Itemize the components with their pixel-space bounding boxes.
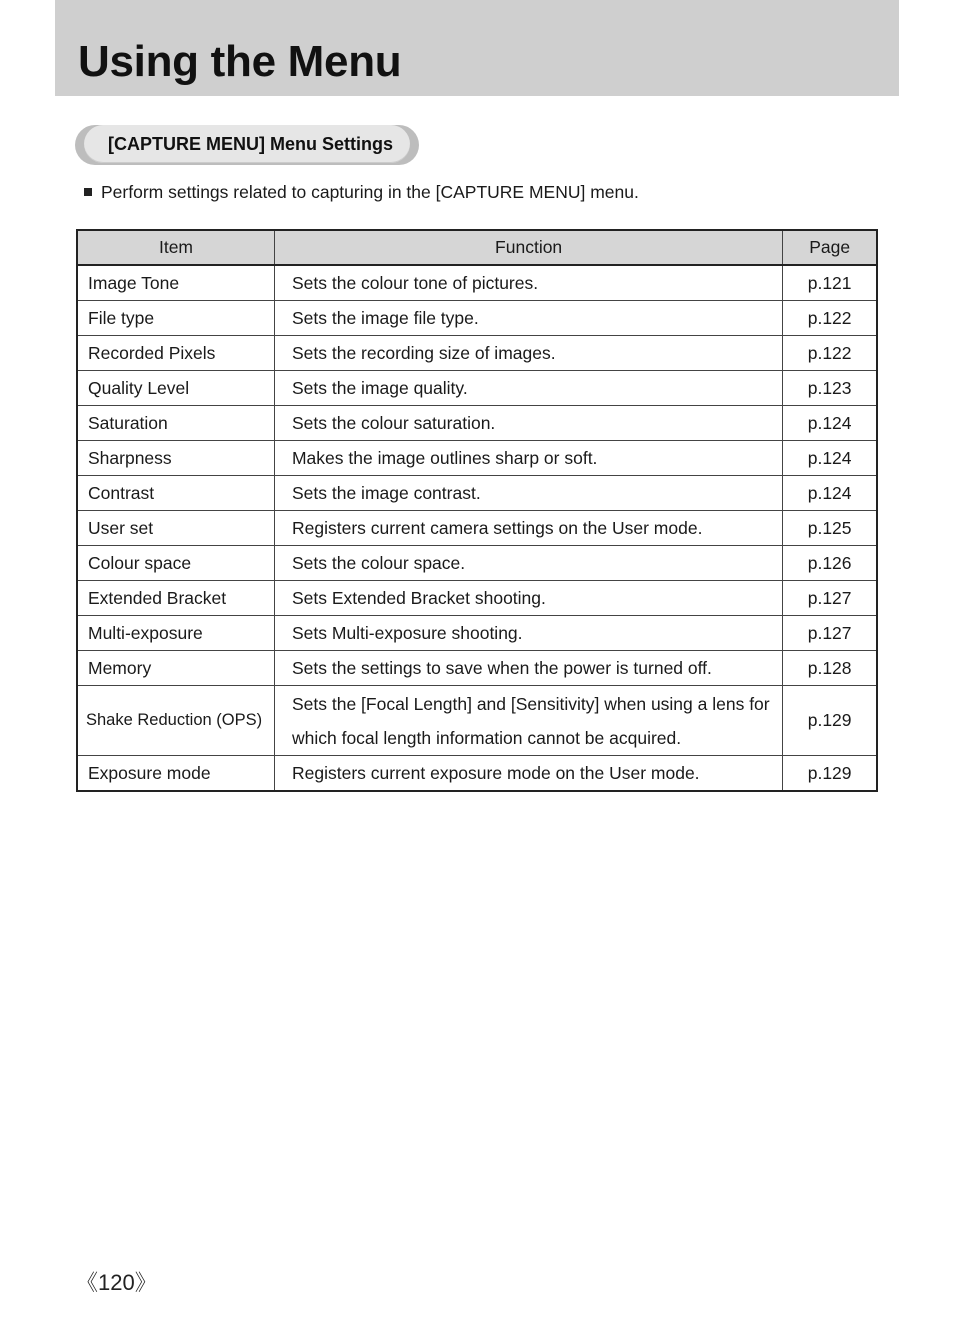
page-cell: p.129 xyxy=(783,686,877,756)
page-cell: p.122 xyxy=(783,336,877,371)
table-row xyxy=(77,406,877,441)
item-cell: File type xyxy=(77,301,274,336)
item-cell: Shake Reduction (OPS) xyxy=(77,686,274,756)
page-cell: p.127 xyxy=(783,616,877,651)
item-cell: Memory xyxy=(77,651,274,686)
function-cell: Registers current camera settings on the User mode. xyxy=(274,511,782,546)
square-bullet-icon xyxy=(84,188,92,196)
table-row xyxy=(77,265,877,301)
table-row xyxy=(77,336,877,371)
page-cell: p.121 xyxy=(783,265,877,301)
table-row xyxy=(77,371,877,406)
function-cell: Sets the image contrast. xyxy=(274,476,782,511)
page-cell: p.128 xyxy=(783,651,877,686)
page-cell: p.124 xyxy=(783,476,877,511)
function-cell: Registers current exposure mode on the User mode. xyxy=(274,756,782,792)
page-cell: p.122 xyxy=(783,301,877,336)
item-cell: Contrast xyxy=(77,476,274,511)
item-cell: Sharpness xyxy=(77,441,274,476)
function-cell: Makes the image outlines sharp or soft. xyxy=(274,441,782,476)
table-row xyxy=(77,441,877,476)
section-title: [CAPTURE MENU] Menu Settings xyxy=(108,134,393,154)
item-cell: User set xyxy=(77,511,274,546)
function-cell: Sets Multi-exposure shooting. xyxy=(274,616,782,651)
function-cell xyxy=(274,686,782,756)
page-cell: p.129 xyxy=(783,756,877,792)
page-cell: p.125 xyxy=(783,511,877,546)
item-cell: Multi-exposure xyxy=(77,616,274,651)
page-cell: p.124 xyxy=(783,441,877,476)
item-cell: Colour space xyxy=(77,546,274,581)
function-cell: Sets the settings to save when the power is turned off. xyxy=(274,651,782,686)
page-title: Using the Menu xyxy=(78,37,402,86)
item-cell: Recorded Pixels xyxy=(77,336,274,371)
function-cell: Sets the colour space. xyxy=(274,546,782,581)
table-row xyxy=(77,616,877,651)
item-cell: Image Tone xyxy=(77,265,274,301)
table-row xyxy=(77,756,877,792)
page-cell: p.127 xyxy=(783,581,877,616)
intro-line xyxy=(84,181,639,203)
page-cell: p.123 xyxy=(783,371,877,406)
function-cell: Sets the recording size of images. xyxy=(274,336,782,371)
function-line: which focal length information cannot be acquired. xyxy=(291,727,682,748)
table-row xyxy=(77,301,877,336)
page-cell: p.126 xyxy=(783,546,877,581)
page-number: 《120》 xyxy=(76,1270,157,1295)
header-item: Item xyxy=(77,230,274,265)
header-page: Page xyxy=(783,230,877,265)
page-cell: p.124 xyxy=(783,406,877,441)
intro-text: Perform settings related to capturing in the [CAPTURE MENU] menu. xyxy=(101,182,639,202)
table-header-row xyxy=(77,230,877,265)
function-cell: Sets the colour saturation. xyxy=(274,406,782,441)
table-row xyxy=(77,546,877,581)
table-row xyxy=(77,686,877,756)
function-line: Sets the [Focal Length] and [Sensitivity] when using a lens for xyxy=(291,693,770,714)
capture-menu-table xyxy=(76,229,878,792)
function-cell: Sets Extended Bracket shooting. xyxy=(274,581,782,616)
item-cell: Saturation xyxy=(77,406,274,441)
function-cell: Sets the colour tone of pictures. xyxy=(274,265,782,301)
item-cell: Quality Level xyxy=(77,371,274,406)
item-cell: Extended Bracket xyxy=(77,581,274,616)
item-cell: Exposure mode xyxy=(77,756,274,792)
table-row xyxy=(77,651,877,686)
table-row xyxy=(77,511,877,546)
function-cell: Sets the image quality. xyxy=(274,371,782,406)
header-function: Function xyxy=(274,230,782,265)
table-row xyxy=(77,476,877,511)
function-cell: Sets the image file type. xyxy=(274,301,782,336)
table-row xyxy=(77,581,877,616)
